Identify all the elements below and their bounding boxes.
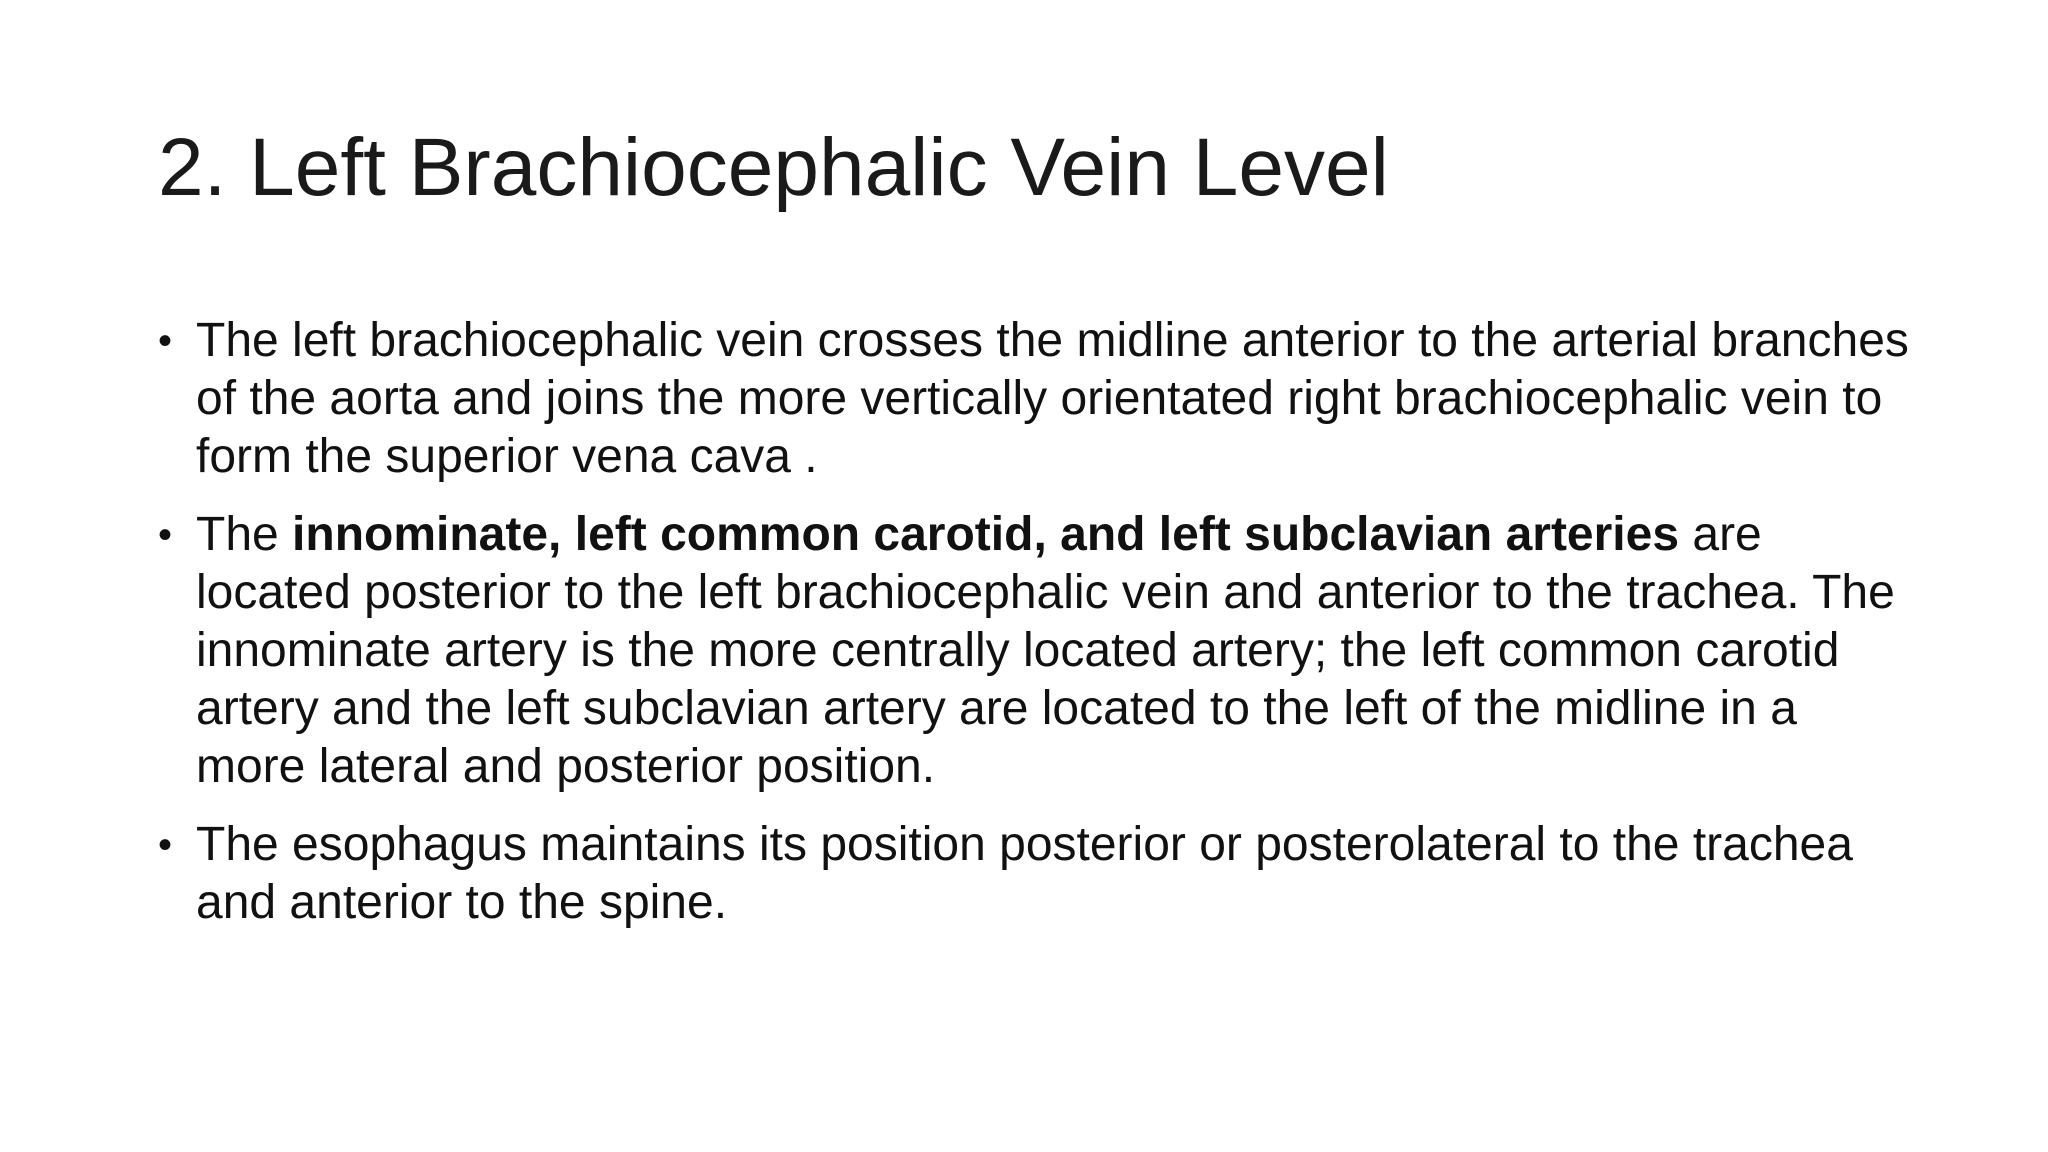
- bullet-item-2: [158, 506, 1918, 796]
- bullet-text-prefix: The: [196, 508, 293, 561]
- bullet-marker-icon: •: [158, 513, 173, 557]
- bullet-list: [158, 312, 1918, 952]
- bullet-marker-icon: •: [158, 319, 173, 363]
- bullet-text: The left brachiocephalic vein crosses the midline anterior to the arterial branches of the aorta and joins the more vertically orientated right brachiocephalic vein to form the superior vena cava .: [196, 314, 1909, 483]
- bullet-item-3: [158, 816, 1918, 932]
- slide-title: 2. Left Brachiocephalic Vein Level: [158, 122, 1389, 213]
- bullet-item-1: [158, 312, 1918, 486]
- bullet-text-suffix: are located posterior to the left brachiocephalic vein and anterior to the trachea. The innominate artery is the more centrally located artery; the left common carotid artery and the left subclavian artery are located to the left of the midline in a more lateral and posterior position.: [196, 508, 1895, 793]
- bullet-marker-icon: •: [158, 823, 173, 867]
- bullet-text-bold: innominate, left common carotid, and left subclavian arteries: [292, 508, 1680, 561]
- bullet-text: The esophagus maintains its position posterior or posterolateral to the trachea and anterior to the spine.: [196, 818, 1853, 929]
